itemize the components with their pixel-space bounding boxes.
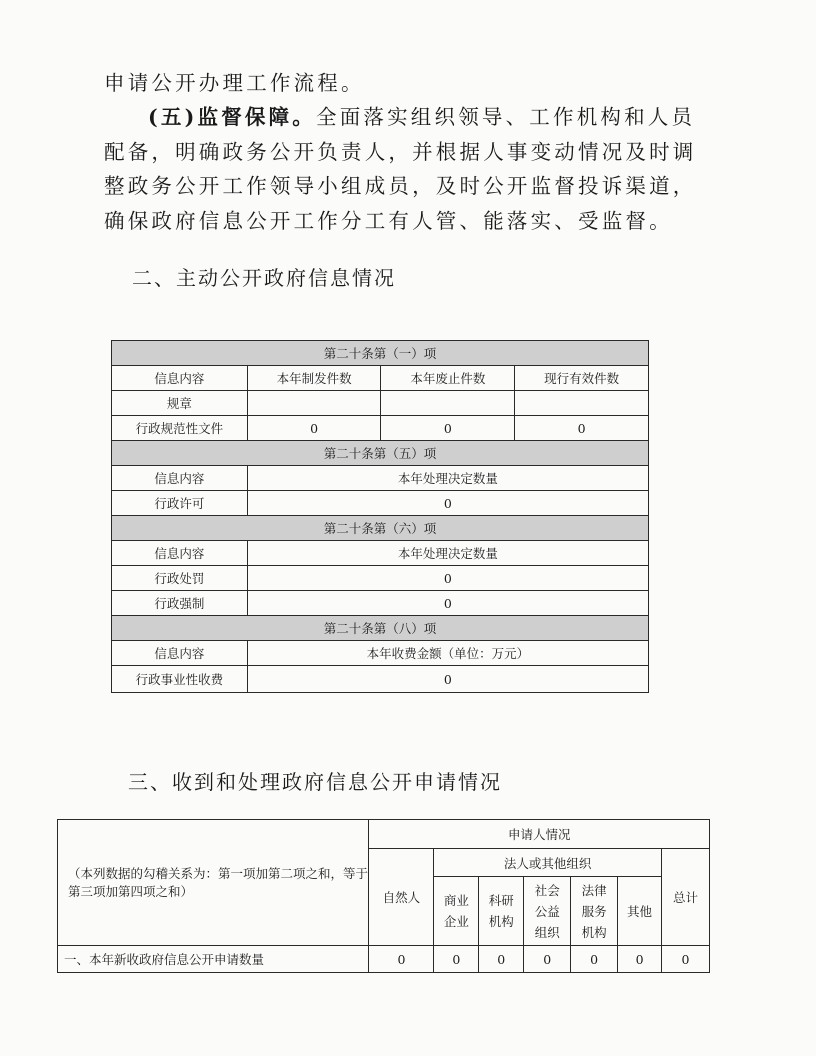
application-table bbox=[57, 819, 710, 973]
prev-line-text: 申请公开办理工作流程。 bbox=[104, 71, 365, 95]
header-info-content: 信息内容 bbox=[112, 466, 248, 491]
research-header-line: 科研 bbox=[488, 893, 514, 908]
table-row bbox=[112, 566, 649, 591]
cell-rules-valid bbox=[515, 391, 649, 416]
table-row bbox=[112, 666, 649, 693]
table-row bbox=[112, 591, 649, 616]
table-row bbox=[112, 541, 649, 566]
legal-persons-header: 法人或其他组织 bbox=[434, 849, 662, 877]
article-20-8-header: 第二十条第（八）项 bbox=[112, 616, 649, 641]
header-repealed: 本年废止件数 bbox=[381, 366, 515, 391]
row-label-rules: 规章 bbox=[112, 391, 248, 416]
row-label-penalty: 行政处罚 bbox=[112, 566, 248, 591]
social-header-line: 公益 bbox=[534, 903, 560, 919]
table-row bbox=[112, 641, 649, 666]
other-header: 其他 bbox=[618, 877, 662, 946]
social-header bbox=[524, 877, 571, 946]
social-header-line: 组织 bbox=[534, 924, 560, 940]
row1-label: 一、本年新收政府信息公开申请数量 bbox=[58, 946, 369, 973]
header-issued: 本年制发件数 bbox=[247, 366, 381, 391]
supervision-label: (五)监督保障。 bbox=[148, 105, 316, 129]
legal-service-header-line: 法律 bbox=[581, 882, 607, 898]
research-header bbox=[479, 877, 524, 946]
header-info-content: 信息内容 bbox=[112, 366, 248, 391]
header-decisions: 本年处理决定数量 bbox=[247, 466, 648, 491]
paragraph-prev-line bbox=[104, 66, 704, 101]
row1-total: 0 bbox=[662, 946, 710, 973]
business-header-line: 企业 bbox=[443, 914, 469, 929]
cell-coercion-value: 0 bbox=[247, 591, 648, 616]
cell-permit-value: 0 bbox=[247, 491, 648, 516]
total-header: 总计 bbox=[662, 849, 710, 946]
applicant-header: 申请人情况 bbox=[369, 820, 710, 849]
row1-other: 0 bbox=[618, 946, 662, 973]
table-row bbox=[112, 516, 649, 541]
row1-business: 0 bbox=[434, 946, 479, 973]
row1-natural: 0 bbox=[369, 946, 434, 973]
legal-service-header bbox=[571, 877, 618, 946]
header-valid: 现行有效件数 bbox=[515, 366, 649, 391]
article-20-5-header: 第二十条第（五）项 bbox=[112, 441, 649, 466]
row-label-fee: 行政事业性收费 bbox=[112, 666, 248, 693]
research-header-line: 机构 bbox=[488, 914, 514, 929]
header-info-content: 信息内容 bbox=[112, 641, 248, 666]
header-info-content: 信息内容 bbox=[112, 541, 248, 566]
legal-service-header-line: 服务 bbox=[581, 903, 607, 919]
cell-norm-repealed: 0 bbox=[381, 416, 515, 441]
relation-note: （本列数据的勾稽关系为：第一项加第二项之和，等于第三项加第四项之和） bbox=[58, 820, 369, 946]
header-fee-amount: 本年收费金额（单位：万元） bbox=[247, 641, 648, 666]
table-row bbox=[112, 616, 649, 641]
business-header bbox=[434, 877, 479, 946]
article-20-6-header: 第二十条第（六）项 bbox=[112, 516, 649, 541]
header-decisions: 本年处理决定数量 bbox=[247, 541, 648, 566]
supervision-text: 全面落实组织领导、工作机构和人员配备，明确政务公开负责人，并根据人事变动情况及时调整政务公开工作领导小组成员，及时公开监督投诉渠道，确保政府信息公开工作分工有人管、能落实、受监督。 bbox=[104, 105, 697, 233]
table-row bbox=[112, 416, 649, 441]
cell-rules-repealed bbox=[381, 391, 515, 416]
cell-fee-value: 0 bbox=[247, 666, 648, 693]
natural-person-header: 自然人 bbox=[369, 849, 434, 946]
table-row bbox=[112, 441, 649, 466]
row-label-permit: 行政许可 bbox=[112, 491, 248, 516]
cell-penalty-value: 0 bbox=[247, 566, 648, 591]
paragraph-supervision bbox=[104, 100, 704, 238]
cell-norm-issued: 0 bbox=[247, 416, 381, 441]
section3-title: 三、收到和处理政府信息公开申请情况 bbox=[128, 770, 502, 794]
social-header-line: 社会 bbox=[534, 882, 560, 898]
row1-research: 0 bbox=[479, 946, 524, 973]
row1-legal: 0 bbox=[571, 946, 618, 973]
section2-title: 二、主动公开政府信息情况 bbox=[132, 266, 396, 290]
table-row bbox=[58, 820, 710, 849]
row-label-normative: 行政规范性文件 bbox=[112, 416, 248, 441]
table-row bbox=[58, 946, 710, 973]
table-row bbox=[112, 466, 649, 491]
article-20-1-header: 第二十条第（一）项 bbox=[112, 341, 649, 366]
table-row bbox=[112, 341, 649, 366]
table-row bbox=[112, 366, 649, 391]
table-row bbox=[112, 391, 649, 416]
business-header-line: 商业 bbox=[443, 893, 469, 908]
proactive-disclosure-table bbox=[111, 340, 649, 693]
table-row bbox=[112, 491, 649, 516]
row-label-coercion: 行政强制 bbox=[112, 591, 248, 616]
cell-norm-valid: 0 bbox=[515, 416, 649, 441]
row1-social: 0 bbox=[524, 946, 571, 973]
legal-service-header-line: 机构 bbox=[581, 924, 607, 940]
cell-rules-issued bbox=[247, 391, 381, 416]
